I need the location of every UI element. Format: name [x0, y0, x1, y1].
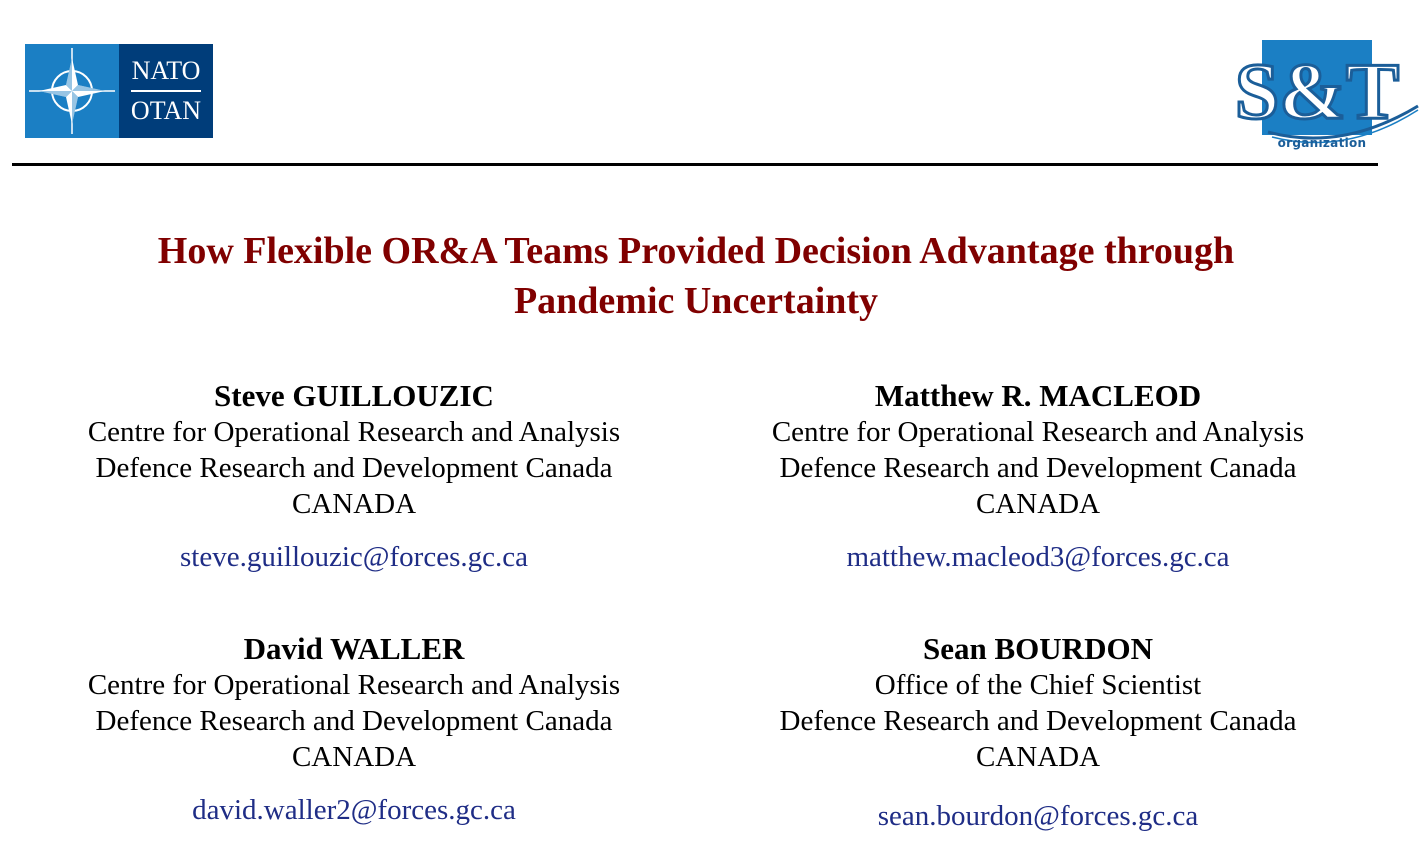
nato-divider [131, 90, 201, 92]
nato-wordmark [119, 44, 213, 138]
author-block [44, 631, 664, 828]
st-organization-logo [1234, 40, 1422, 155]
author-email-link[interactable]: matthew.macleod3@forces.gc.ca [846, 541, 1230, 573]
author-organization: Defence Research and Development Canada [95, 452, 613, 484]
st-organization-label: organization [1277, 136, 1367, 150]
author-country: CANADA [975, 741, 1101, 773]
author-country: CANADA [291, 741, 417, 773]
paper-title [0, 226, 1392, 326]
author-name: Sean BOURDON [923, 631, 1153, 666]
author-organization: Defence Research and Development Canada [95, 705, 613, 737]
nato-compass-rose-icon [25, 44, 119, 138]
header-rule [12, 163, 1378, 166]
author-country: CANADA [975, 488, 1101, 520]
st-mark-text: S&T [1234, 48, 1400, 136]
author-affiliation: Centre for Operational Research and Analysis [87, 669, 621, 701]
author-block [728, 631, 1348, 834]
title-line-2: Pandemic Uncertainty [513, 280, 879, 322]
author-organization: Defence Research and Development Canada [779, 705, 1297, 737]
author-email-link[interactable]: sean.bourdon@forces.gc.ca [877, 800, 1199, 832]
author-name: Steve GUILLOUZIC [214, 378, 494, 413]
author-name: David WALLER [243, 631, 465, 666]
author-affiliation: Centre for Operational Research and Analysis [87, 416, 621, 448]
nato-text: NATO [131, 56, 201, 85]
author-block [728, 378, 1348, 575]
author-block [44, 378, 664, 575]
title-line-1: How Flexible OR&A Teams Provided Decision Advantage through [157, 230, 1235, 272]
author-country: CANADA [291, 488, 417, 520]
otan-text: OTAN [130, 96, 202, 125]
author-email-link[interactable]: david.waller2@forces.gc.ca [192, 794, 516, 826]
author-name: Matthew R. MACLEOD [874, 378, 1202, 413]
author-email-link[interactable]: steve.guillouzic@forces.gc.ca [180, 541, 528, 573]
author-affiliation: Centre for Operational Research and Analysis [771, 416, 1305, 448]
author-organization: Defence Research and Development Canada [779, 452, 1297, 484]
author-affiliation: Office of the Chief Scientist [874, 669, 1202, 701]
nato-otan-logo [25, 44, 213, 138]
